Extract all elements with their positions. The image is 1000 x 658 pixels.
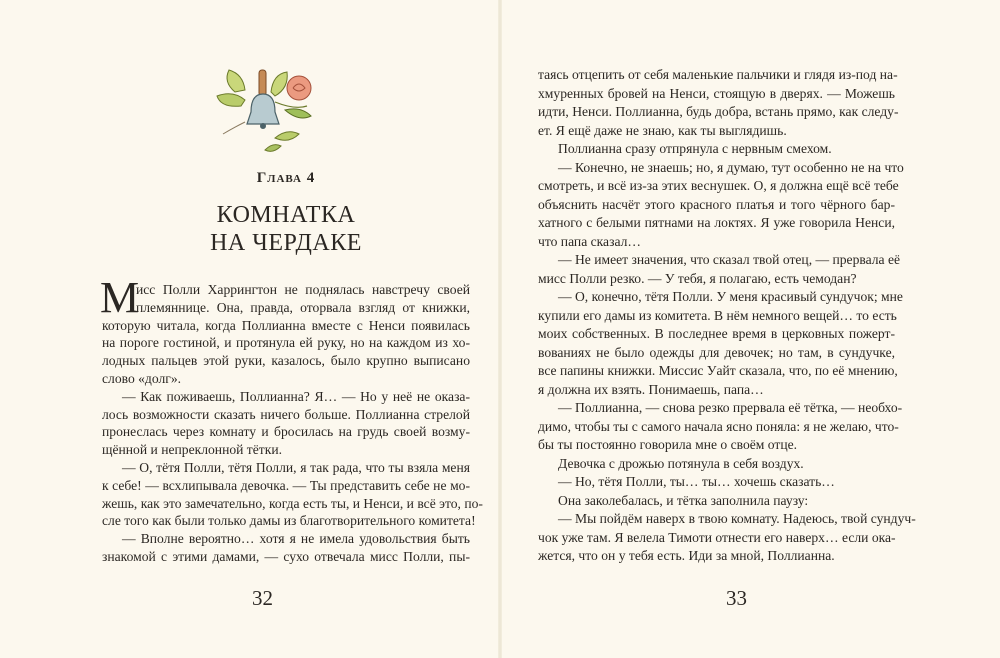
text-line: — Мы пойдём наверх в твою комнату. Надеюсь, твой сундуч- — [558, 511, 916, 526]
text-line: мисс Полли резко. — У тебя, я полагаю, есть чемодан? — [538, 270, 857, 286]
text-line: — Не имеет значения, что сказал твой отец, — прервала её — [558, 252, 901, 267]
text-line: на пороге гостиной, и протянула ей руку, но на каждом из хо- — [102, 335, 470, 351]
text-line: Поллианна сразу отпрянула с нервным смехом. — [558, 141, 832, 156]
text-line: — О, тётя Полли, тётя Полли, я так рада, что ты взяла меня — [122, 459, 470, 475]
chapter-title — [136, 201, 436, 257]
bell-and-rose-illustration — [215, 62, 325, 157]
text-line: таясь отцепить от себя маленькие пальчики и глядя из-под на- — [538, 67, 898, 82]
text-line: чок уже там. Я велела Тимоти отнести его наверх… если ока- — [538, 529, 896, 545]
drop-cap: М — [100, 273, 140, 322]
right-page — [500, 0, 1000, 658]
text-line: — Как поживаешь, Поллианна? Я… — Но у неё не оказа- — [122, 388, 470, 404]
text-line: — Поллианна, — снова резко прервала её тётка, — необхо- — [558, 400, 903, 415]
text-line: идти, Ненси. Поллианна, будь добра, встань прямо, как следу- — [538, 104, 899, 119]
text-line: которую читала, когда Поллианна вместе с Ненси появилась — [102, 317, 470, 333]
chapter-title-line: НА ЧЕРДАКЕ — [210, 230, 362, 256]
text-line: сле того как были только дамы из благотворительного комитета! — [102, 513, 476, 529]
chapter-title-line: КОМНАТКА — [216, 202, 356, 228]
text-line: слово «долг». — [102, 370, 182, 386]
text-line: лодных пальцев этой руки, казалось, было крупно выписано — [102, 353, 470, 369]
text-line: — Вполне вероятно… хотя я не имела удовольствия быть — [122, 531, 470, 547]
text-line: смотреть, и всё из-за этих веснушек. О, я должна ещё всё тебе — [538, 178, 899, 193]
text-line: что папа сказал… — [538, 233, 641, 249]
text-line: щённой и непреклонной тётки. — [102, 442, 283, 458]
page-number: 33 — [726, 586, 747, 610]
text-line: жешь, как это замечательно, когда есть ты, и Ненси, и всё это, по- — [102, 495, 483, 511]
text-line: ет. Я ещё даже не знаю, как ты выглядишь. — [538, 122, 787, 138]
text-line: исс Полли Харрингтон не поднялась навстречу своей — [136, 282, 470, 297]
chapter-label: Глава 4 — [256, 170, 316, 186]
text-line: Она заколебалась, и тётка заполнила паузу: — [558, 492, 809, 508]
left-page-body — [102, 281, 483, 566]
text-line: — Но, тётя Полли, ты… ты… хочешь сказать… — [558, 474, 835, 489]
text-line: хатного с белыми пятнами на локтях. Я уже говорила Ненси, — [538, 215, 895, 230]
text-line: — Конечно, не знаешь; но, я думаю, тут особенно не на что — [558, 159, 904, 175]
text-line: я должна их взять. Понимаешь, папа… — [538, 381, 764, 397]
text-line: вованиях не было одежды для девочек; но там, в сундучке, — [538, 344, 895, 360]
right-page-body — [538, 66, 916, 566]
text-line: купили его дамы из комитета. В нём немного вещей… то есть — [538, 307, 897, 323]
text-line: лось возможности сказать ничего больше. Поллианна стрелой — [102, 406, 470, 422]
text-line: димо, чтобы ты с самого начала ясно поняла: я не желаю, что- — [538, 418, 899, 434]
page-number: 32 — [252, 586, 273, 610]
text-line: пронеслась через комнату и бросилась на грудь своей возму- — [102, 424, 470, 440]
text-line: хмуренных бровей на Ненси, стоящую в дверях. — Можешь — [538, 85, 895, 101]
text-line: все папины книжки. Миссис Уайт сказала, что, по её мнению, — [538, 363, 898, 378]
text-line: к себе! — всхлипывала девочка. — Ты представить себе не мо- — [102, 477, 470, 493]
text-line: жется, что он у тебя есть. Иди за мной, Поллианна. — [538, 548, 835, 563]
text-line: объяснить насчёт этого красного платья и того чёрного бар- — [538, 196, 895, 212]
text-line: бы ты постоянно говорила мне о своём отце. — [538, 437, 798, 452]
text-line: знакомой с этими дамами, — сухо отвечала мисс Полли, пы- — [102, 548, 470, 564]
text-line: — О, конечно, тётя Полли. У меня красивый сундучок; мне — [558, 289, 903, 304]
text-line: племяннице. Она, правда, оторвала взгляд от книжки, — [136, 299, 470, 315]
text-line: моих собственных. В последнее время в церковных пожерт- — [538, 326, 895, 341]
text-line: Девочка с дрожью потянула в себя воздух. — [558, 455, 804, 471]
